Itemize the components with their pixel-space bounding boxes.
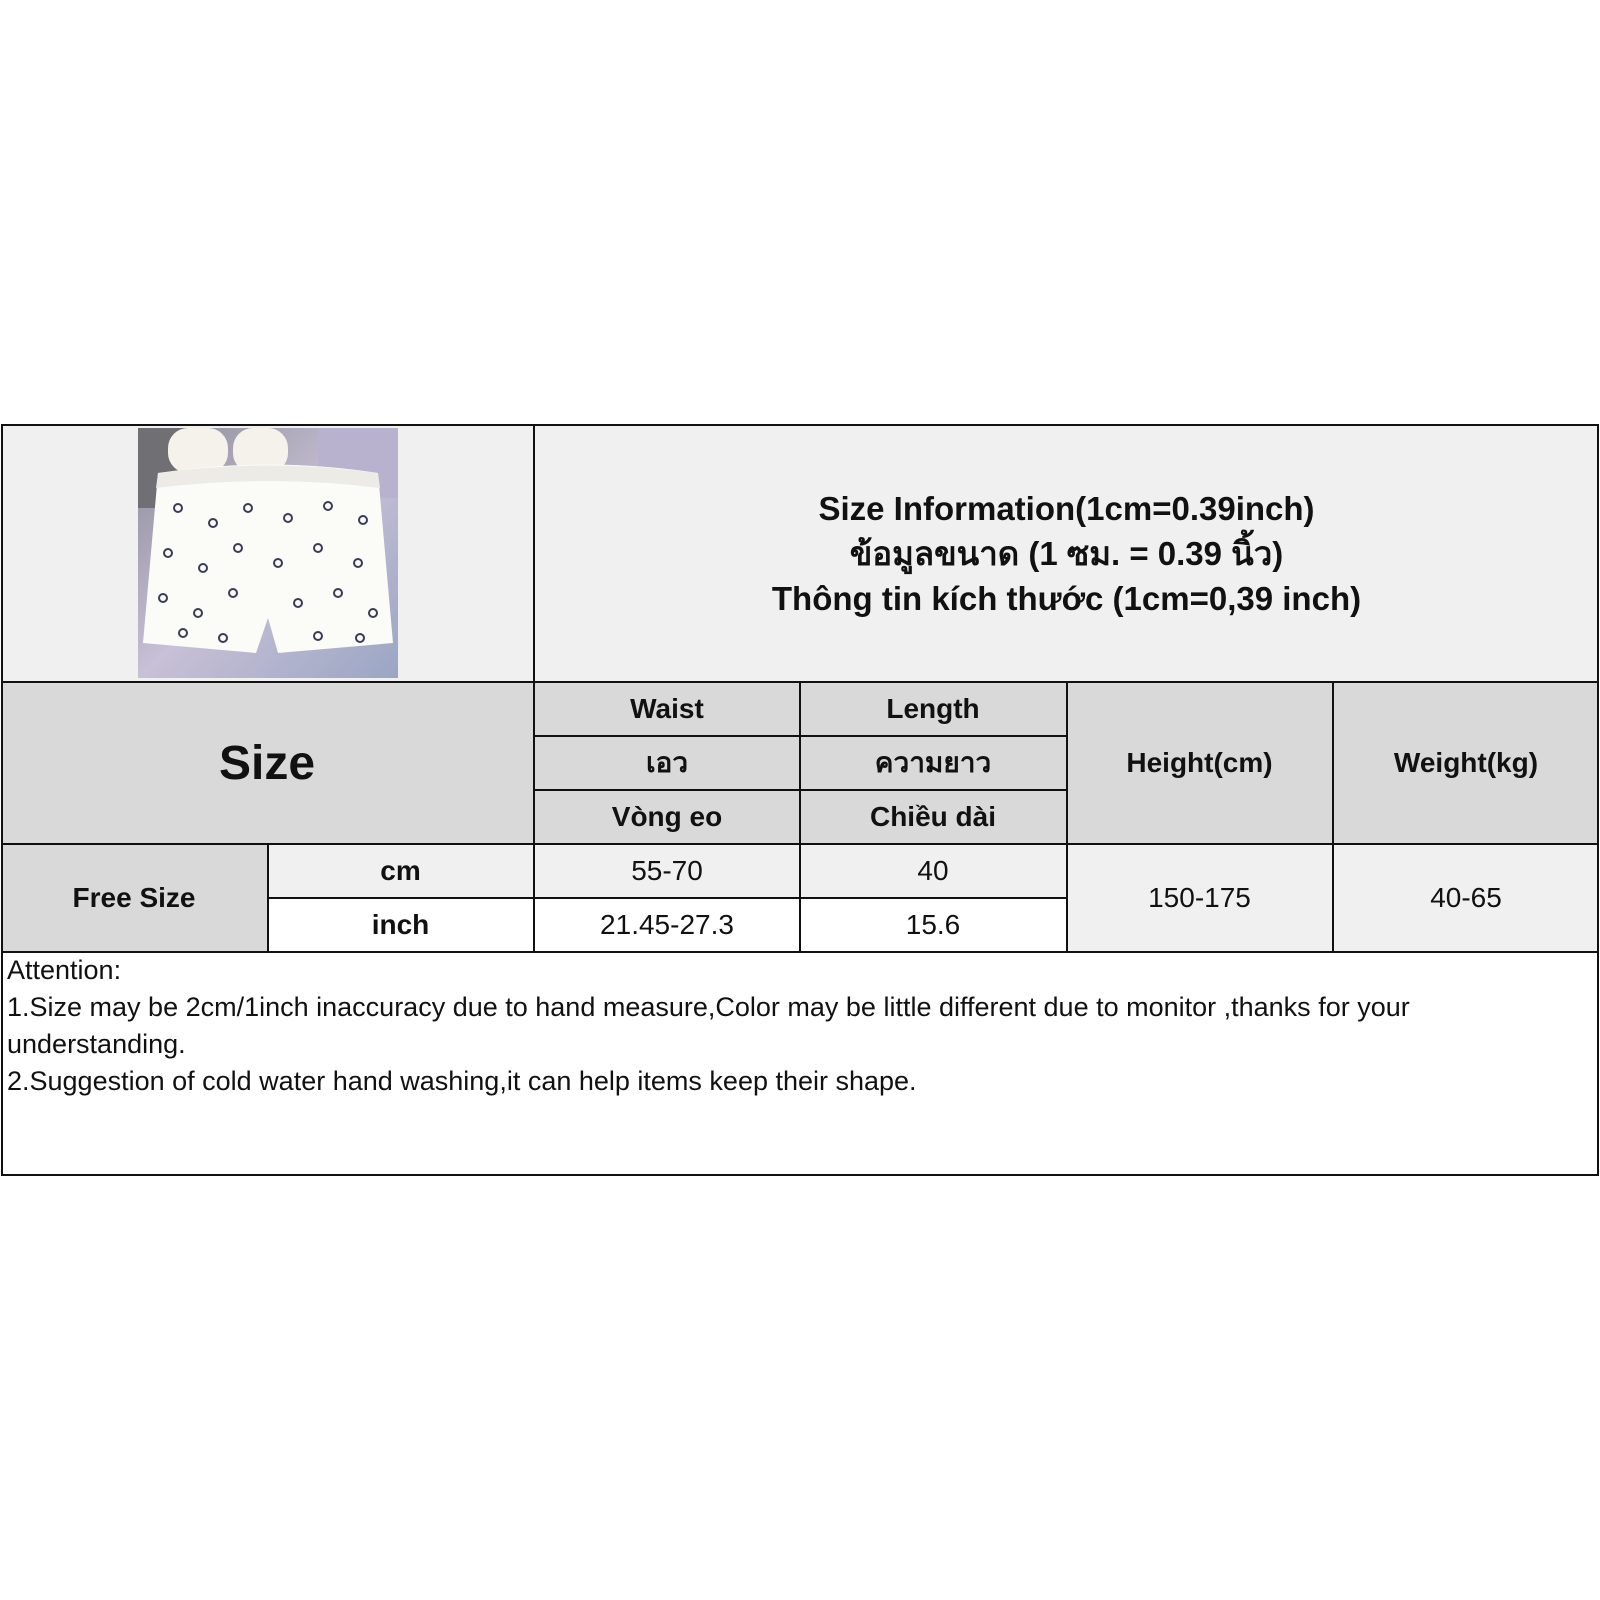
attention-line-1: 1.Size may be 2cm/1inch inaccuracy due to hand measure,Color may be little different due to monitor ,thanks for your understanding. — [7, 992, 1410, 1059]
attention-line-2: 2.Suggestion of cold water hand washing,it can help items keep their shape. — [7, 1066, 917, 1096]
waist-inch-value: 21.45-27.3 — [534, 898, 800, 952]
product-photo — [138, 428, 398, 678]
border-row3 — [267, 897, 1066, 899]
free-size-label: Free Size — [1, 844, 267, 952]
length-header-th: ความยาว — [800, 736, 1066, 790]
weight-value: 40-65 — [1333, 844, 1599, 952]
length-inch-value: 15.6 — [800, 898, 1066, 952]
length-header-vi: Chiều dài — [800, 790, 1066, 844]
border-top — [1, 424, 1599, 426]
waist-header-en: Waist — [534, 682, 800, 736]
height-value: 150-175 — [1067, 844, 1332, 952]
border-col-a — [533, 424, 535, 952]
unit-cm: cm — [267, 844, 534, 898]
size-chart — [1, 424, 1599, 1176]
border-left — [1, 424, 3, 1176]
border-bottom — [1, 1174, 1599, 1176]
size-header: Size — [1, 682, 533, 844]
border-right — [1597, 424, 1599, 1176]
waist-header-th: เอว — [534, 736, 800, 790]
weight-header: Weight(kg) — [1333, 682, 1599, 844]
waist-cm-value: 55-70 — [534, 844, 800, 898]
title-english: Size Information(1cm=0.39inch) — [818, 489, 1315, 527]
size-info-title — [534, 424, 1599, 682]
border-col-unit — [267, 844, 269, 952]
title-vietnamese: Thông tin kích thước (1cm=0,39 inch) — [771, 579, 1362, 617]
length-cm-value: 40 — [800, 844, 1066, 898]
height-header: Height(cm) — [1067, 682, 1332, 844]
unit-inch: inch — [267, 898, 534, 952]
title-thai: ข้อมูลขนาด (1 ซม. = 0.39 นิ้ว) — [849, 534, 1284, 572]
length-header-en: Length — [800, 682, 1066, 736]
border-col-d — [1332, 682, 1334, 952]
attention-notes — [7, 952, 1587, 1100]
border-col-b — [799, 682, 801, 952]
waist-header-vi: Vòng eo — [534, 790, 800, 844]
border-col-c — [1066, 682, 1068, 952]
attention-heading: Attention: — [7, 955, 122, 985]
